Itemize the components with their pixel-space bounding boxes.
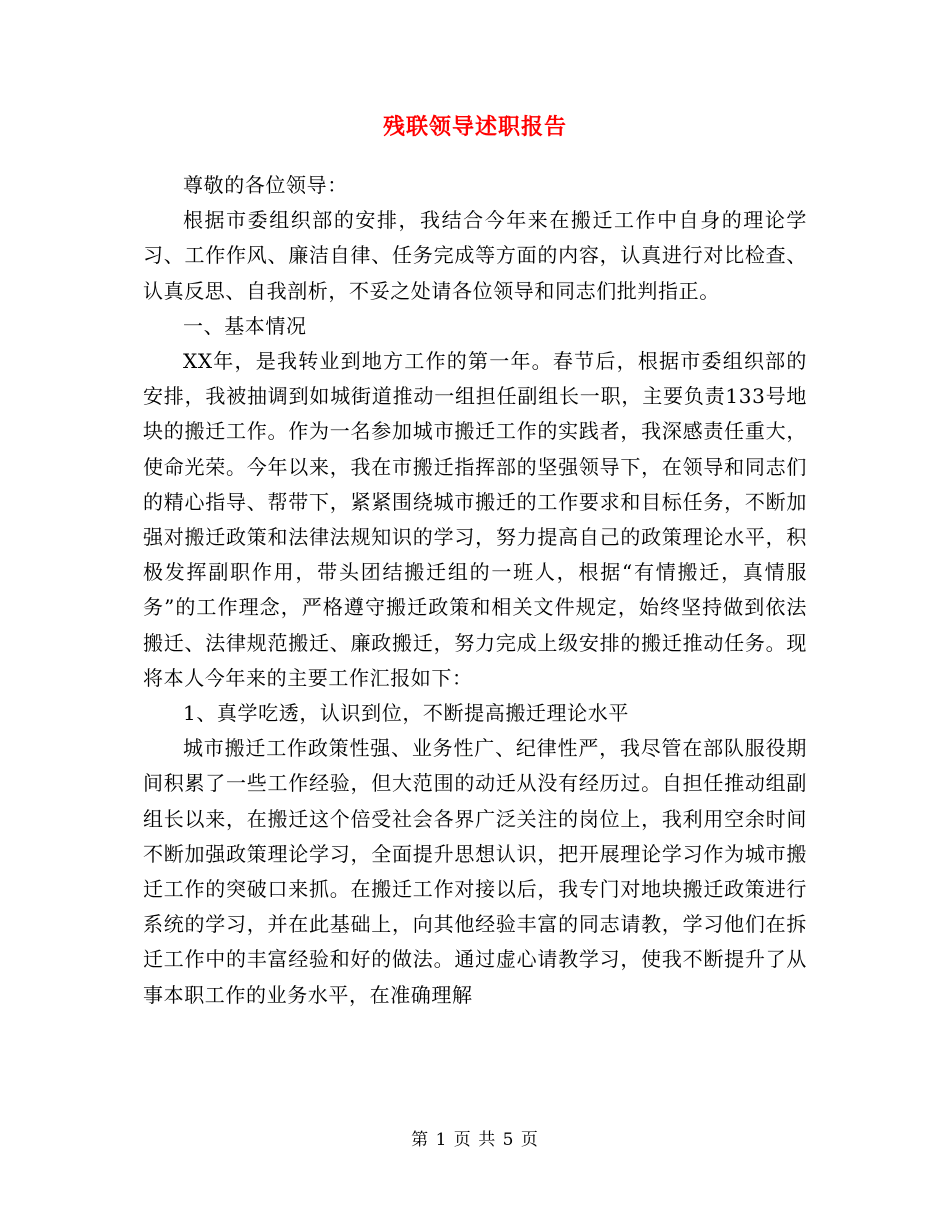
subsection-1-paragraph: 城市搬迁工作政策性强、业务性广、纪律性严，我尽管在部队服役期间积累了一些工作经验，但大范围的动迁从没有经历过。自担任推动组副组长以来，在搬迁这个倍受社会各界广泛关注的岗位上，我利用空余时间不断加强政策理论学习，全面提升思想认识，把开展理论学习作为城市搬迁工作的突破口来抓。在搬迁工作对接以后，我专门对地块搬迁政策进行系统的学习，并在此基础上，向其他经验丰富的同志请教，学习他们在拆迁工作中的丰富经验和好的做法。通过虚心请教学习，使我不断提升了从事本职工作的业务水平，在准确理解 bbox=[143, 736, 807, 1007]
section-heading-basic-situation: 一、基本情况 bbox=[183, 313, 307, 338]
page-number-footer: 第 1 页 共 5 页 bbox=[411, 1130, 539, 1150]
basic-situation-paragraph: XX年，是我转业到地方工作的第一年。春节后，根据市委组织部的安排，我被抽调到如城街道推动一组担任副组长一职，主要负责133号地块的搬迁工作。作为一名参加城市搬迁工作的实践者，我深感责任重大，使命光荣。今年以来，我在市搬迁指挥部的坚强领导下，在领导和同志们的精心指导、帮带下，紧紧围绕城市搬迁的工作要求和目标任务，不断加强对搬迁政策和法律法规知识的学习，努力提高自己的政策理论水平，积极发挥副职作用，带头团结搬迁组的一班人，根据“有情搬迁，真情服务”的工作理念，严格遵守搬迁政策和相关文件规定，始终坚持做到依法搬迁、法律规范搬迁、廉政搬迁，努力完成上级安排的搬迁推动任务。现将本人今年来的主要工作汇报如下： bbox=[143, 349, 807, 690]
salutation-paragraph: 尊敬的各位领导： bbox=[183, 173, 348, 197]
document-title: 残联领导述职报告 bbox=[382, 114, 567, 140]
intro-paragraph: 根据市委组织部的安排，我结合今年来在搬迁工作中自身的理论学习、工作作风、廉洁自律、任务完成等方面的内容，认真进行对比检查、认真反思、自我剖析，不妥之处请各位领导和同志们批判指正。 bbox=[143, 208, 807, 303]
subsection-heading-1: 1、真学吃透，认识到位，不断提高搬迁理论水平 bbox=[183, 701, 629, 726]
document-body bbox=[143, 168, 807, 1013]
